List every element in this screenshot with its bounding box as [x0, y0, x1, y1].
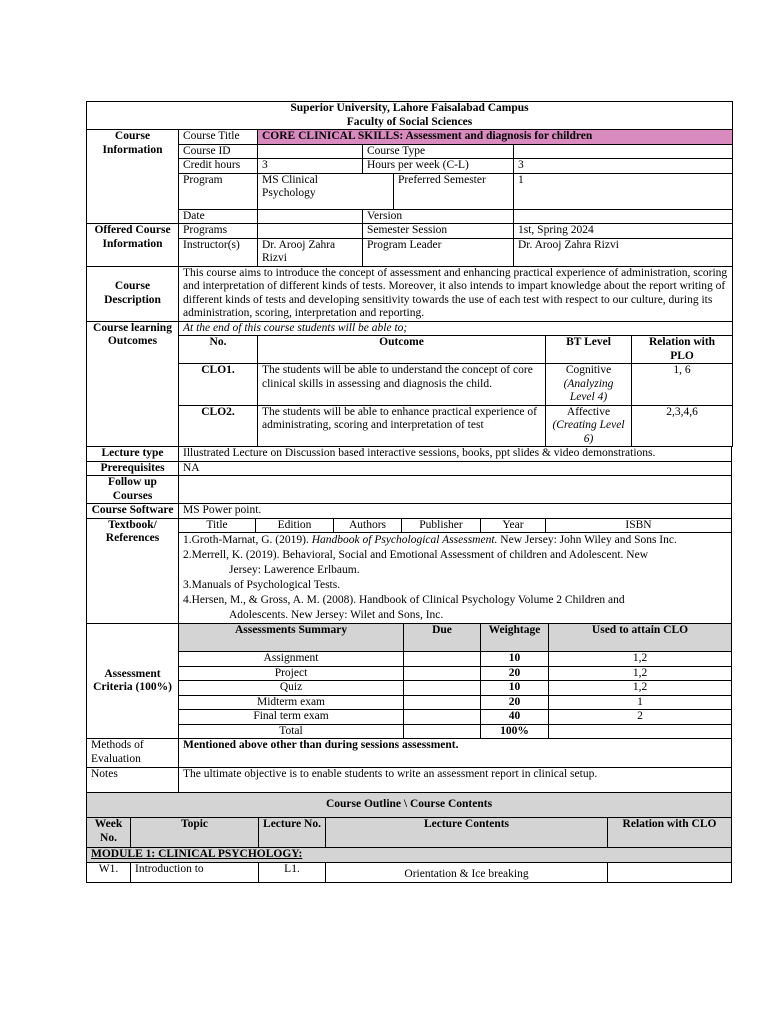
- hours-per-week-label: Hours per week (C-L): [363, 159, 514, 174]
- assessment-col-due: Due: [404, 624, 481, 652]
- assessment-clo: 1: [549, 695, 732, 710]
- outline-col-week: Week No.: [87, 818, 131, 848]
- faculty-name: Faculty of Social Sciences: [346, 115, 473, 128]
- textbook-table: [86, 518, 732, 625]
- notes-value: The ultimate objective is to enable students to write an assessment report in clinical setup.: [179, 768, 732, 793]
- textbook-label: Textbook/ References: [87, 518, 179, 624]
- outline-table: [86, 792, 732, 883]
- methods-notes-table: [86, 738, 732, 793]
- software-label: Course Software: [87, 504, 179, 519]
- assessment-name: Midterm exam: [179, 695, 404, 710]
- course-id-label: Course ID: [179, 144, 258, 159]
- notes-label: Notes: [87, 768, 179, 793]
- outline-contents: Orientation & Ice breaking: [326, 862, 608, 882]
- reference-item-cont: Adolescents. New Jersey: Wilet and Sons, Inc.: [229, 609, 444, 621]
- assessment-weight: 10: [481, 681, 549, 696]
- assessment-col-clo: Used to attain CLO: [549, 624, 732, 652]
- outline-lecture: L1.: [259, 862, 326, 882]
- outcome-bt: [546, 405, 632, 447]
- reference-item: 3.Manuals of Psychological Tests.: [183, 579, 341, 591]
- assessment-weight: 20: [481, 695, 549, 710]
- instructors: Dr. Arooj Zahra Rizvi: [258, 238, 363, 266]
- offered-course-label: Offered Course Information: [87, 224, 179, 267]
- document-header: [87, 102, 733, 130]
- bt-level-sub: (Creating Level 6): [552, 419, 625, 445]
- outcome-plo: 2,3,4,6: [632, 405, 733, 447]
- assessment-due: [404, 652, 481, 667]
- outcome-no: CLO2.: [179, 405, 258, 447]
- assessment-table: [86, 623, 732, 739]
- course-info-table: [86, 101, 733, 322]
- outcome-plo: 1, 6: [632, 364, 733, 406]
- assessment-clo: 1,2: [549, 666, 732, 681]
- course-information-label: Course Information: [87, 130, 179, 224]
- outline-row: [87, 862, 732, 882]
- textbook-col: Year: [481, 518, 546, 533]
- assessment-name: Final term exam: [179, 710, 404, 725]
- assessment-due: [404, 681, 481, 696]
- prerequisites-label: Prerequisites: [87, 461, 179, 476]
- textbook-col: ISBN: [546, 518, 732, 533]
- credit-hours-label: Credit hours: [179, 159, 258, 174]
- assessment-col-weight: Weightage: [481, 624, 549, 652]
- course-title-label: Course Title: [179, 130, 258, 145]
- reference-item-cont: Jersey: Lawerence Erlbaum.: [229, 564, 360, 576]
- software: MS Power point.: [179, 504, 732, 519]
- assessment-total-clo: [549, 724, 732, 739]
- preferred-semester-label: Preferred Semester: [394, 173, 514, 209]
- textbook-col: Publisher: [402, 518, 481, 533]
- hours-per-week: 3: [514, 159, 733, 174]
- outcome-col-no: No.: [179, 336, 258, 364]
- assessment-row: [87, 710, 732, 725]
- course-type-label: Course Type: [363, 144, 514, 159]
- version-value: [514, 209, 733, 224]
- module-heading: MODULE 1: CLINICAL PSYCHOLOGY:: [87, 848, 732, 863]
- semester-session-label: Semester Session: [363, 224, 514, 239]
- assessment-col-summary: Assessments Summary: [179, 624, 404, 652]
- assessment-clo: 1,2: [549, 681, 732, 696]
- outcome-text: The students will be able to enhance practical experience of administrating, scoring and interpretation of test: [258, 405, 546, 447]
- course-outline-document: [86, 101, 732, 883]
- outline-col-topic: Topic: [131, 818, 259, 848]
- instructors-label: Instructor(s): [179, 238, 258, 266]
- outline-col-clo: Relation with CLO: [608, 818, 732, 848]
- follow-up: [179, 476, 732, 504]
- textbook-col: Edition: [256, 518, 334, 533]
- outline-clo: [608, 862, 732, 882]
- assessment-weight: 10: [481, 652, 549, 667]
- bt-level: Affective: [566, 405, 611, 418]
- bt-level: Cognitive: [565, 364, 612, 376]
- references-list: [179, 533, 732, 624]
- assessment-weight: 20: [481, 666, 549, 681]
- assessment-due: [404, 710, 481, 725]
- assessment-clo: 1,2: [549, 652, 732, 667]
- outcome-row: [87, 405, 733, 447]
- assessment-total-label: Total: [179, 724, 404, 739]
- preferred-semester: 1: [514, 173, 733, 209]
- program: MS Clinical Psychology: [258, 173, 394, 209]
- bt-level-sub: (Analyzing Level 4): [563, 377, 614, 403]
- methods-label: Methods of Evaluation: [87, 739, 179, 768]
- date-label: Date: [179, 209, 258, 224]
- outcomes-label: Course learning Outcomes: [87, 321, 179, 447]
- program-leader: Dr. Arooj Zahra Rizvi: [514, 238, 733, 266]
- reference-item: 4.Hersen, M., & Gross, A. M. (2008). Handbook of Clinical Psychology Volume 2 Children and: [183, 594, 625, 606]
- university-name: Superior University, Lahore Faisalabad Campus: [290, 102, 529, 114]
- outline-col-contents: Lecture Contents: [326, 818, 608, 848]
- lecture-type: Illustrated Lecture on Discussion based interactive sessions, books, ppt slides & video demonstrations.: [179, 447, 732, 462]
- programs-value: [258, 224, 363, 239]
- textbook-col: Authors: [334, 518, 402, 533]
- version-label: Version: [363, 209, 514, 224]
- assessment-label: Assessment Criteria (100%): [87, 624, 179, 739]
- outcome-no: CLO1.: [179, 364, 258, 406]
- outcome-bt: [546, 364, 632, 406]
- assessment-total-row: [87, 724, 732, 739]
- outcome-text: The students will be able to understand the concept of core clinical skills in assessing and diagnosis the child.: [258, 364, 546, 406]
- assessment-name: Quiz: [179, 681, 404, 696]
- prerequisites: NA: [179, 461, 732, 476]
- date-value: [258, 209, 363, 224]
- outline-title: Course Outline \ Course Contents: [87, 793, 732, 818]
- assessment-weight: 40: [481, 710, 549, 725]
- program-leader-label: Program Leader: [363, 238, 514, 266]
- assessment-due: [404, 666, 481, 681]
- semester-session: 1st, Spring 2024: [514, 224, 733, 239]
- course-id: [258, 144, 363, 159]
- credit-hours: 3: [258, 159, 363, 174]
- reference-item: 1.Groth-Marnat, G. (2019). Handbook of Psychological Assessment. New Jersey: John Wiley and Sons Inc.: [183, 534, 677, 546]
- course-description: This course aims to introduce the concept of assessment and enhancing practical experience of administration, scoring and interpretation of different kinds of tests. Moreover, it also intends to impart knowledge about the report writing of different kinds of tests and developing sensitivity towards the use of each test with respect to our culture, during its administration, scoring, interpretation and reporting.: [179, 266, 733, 321]
- outcomes-intro: At the end of this course students will be able to;: [179, 321, 733, 336]
- outline-topic: Introduction to: [131, 862, 259, 882]
- reference-item: 2.Merrell, K. (2019). Behavioral, Social and Emotional Assessment of children and Adolescent. New: [183, 549, 649, 561]
- assessment-row: [87, 666, 732, 681]
- assessment-row: [87, 681, 732, 696]
- outcome-col-outcome: Outcome: [258, 336, 546, 364]
- course-type: [514, 144, 733, 159]
- assessment-row: [87, 695, 732, 710]
- misc-table: [86, 446, 732, 519]
- lecture-type-label: Lecture type: [87, 447, 179, 462]
- outcome-row: [87, 364, 733, 406]
- assessment-clo: 2: [549, 710, 732, 725]
- assessment-due: [404, 695, 481, 710]
- follow-up-label: Follow up Courses: [87, 476, 179, 504]
- outcome-col-plo: Relation with PLO: [632, 336, 733, 364]
- programs-label: Programs: [179, 224, 258, 239]
- outcomes-table: [86, 321, 733, 448]
- course-title: CORE CLINICAL SKILLS: Assessment and diagnosis for children: [258, 130, 733, 145]
- course-description-label: Course Description: [87, 266, 179, 321]
- textbook-col: Title: [179, 518, 256, 533]
- assessment-name: Project: [179, 666, 404, 681]
- outline-col-lecture: Lecture No.: [259, 818, 326, 848]
- assessment-row: [87, 652, 732, 667]
- outcome-col-bt: BT Level: [546, 336, 632, 364]
- assessment-name: Assignment: [179, 652, 404, 667]
- outline-week: W1.: [87, 862, 131, 882]
- methods-value: Mentioned above other than during sessions assessment.: [179, 739, 732, 768]
- assessment-total: 100%: [481, 724, 549, 739]
- program-label: Program: [179, 173, 258, 209]
- assessment-total-due: [404, 724, 481, 739]
